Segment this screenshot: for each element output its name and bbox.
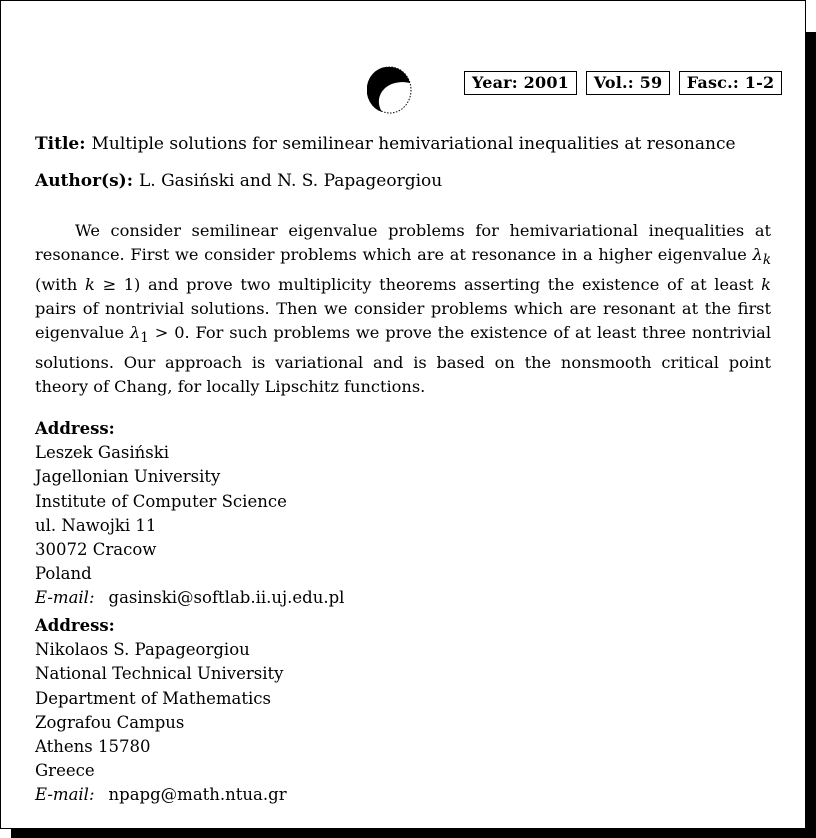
address-block bbox=[35, 614, 287, 808]
math-subscript: k bbox=[762, 252, 771, 269]
math-k: k bbox=[84, 274, 95, 294]
email-row bbox=[35, 586, 344, 610]
address-line: National Technical University bbox=[35, 664, 284, 684]
page-shadow-bottom bbox=[11, 829, 816, 838]
email-label: E-mail: bbox=[35, 588, 95, 608]
address-line: Athens 15780 bbox=[35, 737, 151, 757]
math-inequality: ≥ 1 bbox=[94, 274, 135, 294]
email-label: E-mail: bbox=[35, 785, 95, 805]
math-subscript: 1 bbox=[140, 330, 149, 347]
email-row bbox=[35, 783, 287, 807]
address-block bbox=[35, 417, 344, 611]
address-line: Department of Mathematics bbox=[35, 688, 271, 708]
title-row bbox=[35, 134, 736, 154]
math-k: k bbox=[761, 274, 771, 294]
address-line: Poland bbox=[35, 564, 92, 584]
address-line: ul. Nawojki 11 bbox=[35, 515, 157, 535]
address-line: Greece bbox=[35, 761, 95, 781]
year-badge: Year: 2001 bbox=[464, 71, 577, 95]
address-line: 30072 Cracow bbox=[35, 540, 157, 560]
address-heading: Address: bbox=[35, 419, 115, 438]
volume-badge: Vol.: 59 bbox=[586, 71, 670, 95]
fascicle-badge: Fasc.: 1-2 bbox=[679, 71, 782, 95]
page-shadow-right bbox=[806, 32, 816, 838]
abstract-text: (with bbox=[35, 274, 85, 294]
abstract-text: ) and prove two multiplicity theorems asserting the existence of at least bbox=[134, 274, 762, 294]
abstract-text: > 0. For such problems we prove the existence of at least three nontrivial solutions. Our approach is variational and is based on the nonsmooth critical point theory of Chang, for locally Lipschitz functions. bbox=[35, 323, 771, 397]
article-title: Multiple solutions for semilinear hemivariational inequalities at resonance bbox=[91, 134, 736, 154]
address-line: Institute of Computer Science bbox=[35, 491, 287, 511]
abstract bbox=[35, 219, 771, 400]
email-address[interactable]: gasinski@softlab.ii.uj.edu.pl bbox=[108, 588, 345, 608]
abstract-text: We consider semilinear eigenvalue problems for hemivariational inequalities at resonance. First we consider problems which are at resonance in a higher eigenvalue bbox=[35, 221, 771, 265]
article-authors: L. Gasiński and N. S. Papageorgiou bbox=[139, 171, 443, 191]
email-address[interactable]: npapg@math.ntua.gr bbox=[108, 785, 287, 805]
author-row bbox=[35, 171, 442, 191]
math-lambda: λ bbox=[130, 323, 141, 343]
address-line: Leszek Gasiński bbox=[35, 443, 170, 463]
abstract-text: pairs of nontrivial solutions. Then we consider problems which are resonant at the first eigenvalue bbox=[35, 299, 771, 343]
authors-label: Author(s): bbox=[35, 171, 133, 191]
address-line: Nikolaos S. Papageorgiou bbox=[35, 640, 250, 660]
title-label: Title: bbox=[35, 134, 86, 154]
address-line: Jagellonian University bbox=[35, 467, 221, 487]
math-lambda: λ bbox=[752, 245, 763, 265]
address-line: Zografou Campus bbox=[35, 712, 185, 732]
address-heading: Address: bbox=[35, 616, 115, 635]
journal-logo-icon bbox=[367, 66, 413, 114]
